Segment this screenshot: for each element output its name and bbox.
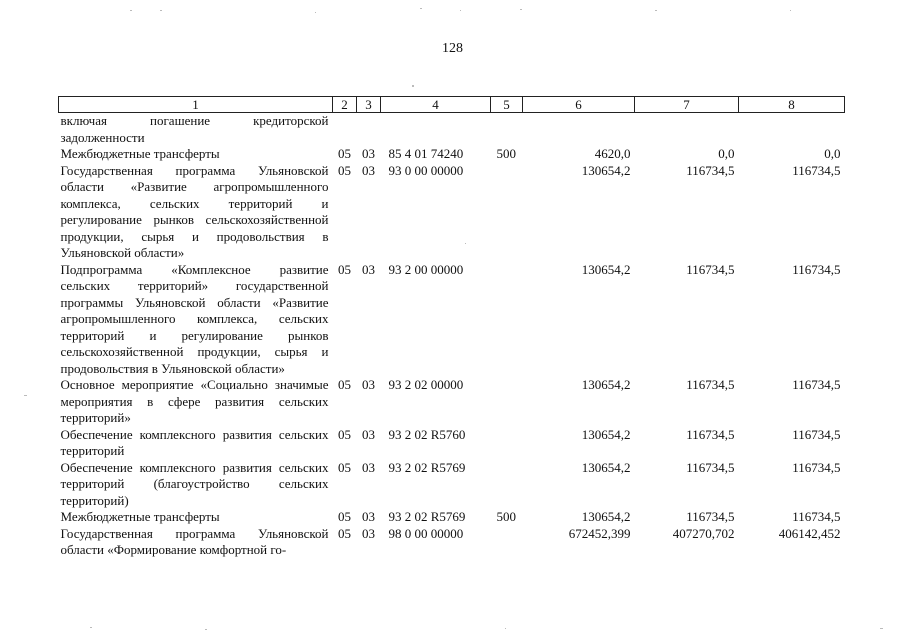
amount-col8-cell: 116734,5 xyxy=(792,509,841,524)
table-row xyxy=(59,509,845,526)
amount-col6-cell: 130654,2 xyxy=(581,162,631,178)
amount-col6-cell xyxy=(523,113,635,147)
expense-type-cell xyxy=(491,427,523,460)
subsection-cell: 03 xyxy=(362,525,375,541)
amount-col6-cell: 130654,2 xyxy=(581,459,631,475)
header-cell: 2 xyxy=(333,97,357,113)
item-name-cell: Межбюджетные трансферты xyxy=(60,509,220,524)
subsection-cell: 03 xyxy=(362,426,375,442)
section-cell: 05 xyxy=(338,162,351,178)
item-name-cell: Подпрограмма «Комплексное развитие сельских территорий» государственной программы Ульяновской области «Развитие агропромышленного комплекса, сельских территорий и регулирование рынков сельскохозяйственной продукции, сырья и продовольствия в Ульяновской области» xyxy=(60,261,329,376)
header-cell: 8 xyxy=(739,97,845,113)
header-cell: 4 xyxy=(381,97,491,113)
amount-col7-cell: 116734,5 xyxy=(686,509,735,524)
table-row xyxy=(59,460,845,510)
section-cell: 05 xyxy=(338,426,351,442)
subsection-cell xyxy=(357,113,381,147)
amount-col6-cell: 672452,399 xyxy=(568,525,631,541)
amount-col8-cell: 0,0 xyxy=(824,146,841,161)
expense-type-cell xyxy=(491,262,523,378)
amount-col6-cell: 130654,2 xyxy=(581,509,631,524)
table-row xyxy=(59,163,845,262)
amount-col7-cell xyxy=(635,113,739,147)
subsection-cell: 03 xyxy=(362,377,375,392)
amount-col6-cell: 130654,2 xyxy=(581,377,631,392)
section-cell: 05 xyxy=(338,146,351,161)
item-name-cell: Межбюджетные трансферты xyxy=(60,146,220,161)
amount-col7-cell: 116734,5 xyxy=(686,162,735,178)
section-cell: 05 xyxy=(338,377,351,392)
amount-col8-cell: 116734,5 xyxy=(792,459,841,475)
budget-table xyxy=(58,96,845,559)
expense-type-cell xyxy=(491,526,523,559)
section-cell: 05 xyxy=(338,509,351,524)
target-code-cell: 93 2 02 R5760 xyxy=(388,426,466,442)
table-row xyxy=(59,427,845,460)
target-code-cell: 93 2 02 00000 xyxy=(388,377,464,392)
section-cell xyxy=(333,113,357,147)
expense-type-cell xyxy=(491,113,523,147)
section-cell: 05 xyxy=(338,261,351,277)
table-row xyxy=(59,146,845,163)
amount-col8-cell: 116734,5 xyxy=(792,426,841,442)
amount-col7-cell: 116734,5 xyxy=(686,459,735,475)
item-name-cell: включая погашение кредиторской задолженности xyxy=(60,113,329,145)
amount-col6-cell: 4620,0 xyxy=(594,146,631,161)
amount-col7-cell: 116734,5 xyxy=(686,426,735,442)
amount-col8-cell: 406142,452 xyxy=(778,525,841,541)
header-cell: 6 xyxy=(523,97,635,113)
target-code-cell: 93 2 00 00000 xyxy=(388,261,464,277)
target-code-cell: 93 0 00 00000 xyxy=(388,162,464,178)
subsection-cell: 03 xyxy=(362,261,375,277)
amount-col8-cell xyxy=(739,113,845,147)
amount-col7-cell: 116734,5 xyxy=(686,377,735,392)
amount-col8-cell: 116734,5 xyxy=(792,162,841,178)
expense-type-cell: 500 xyxy=(496,509,516,524)
amount-col6-cell: 130654,2 xyxy=(581,261,631,277)
section-cell: 05 xyxy=(338,459,351,475)
amount-col7-cell: 116734,5 xyxy=(686,261,735,277)
target-code-cell: 98 0 00 00000 xyxy=(388,525,464,541)
amount-col8-cell: 116734,5 xyxy=(792,261,841,277)
item-name-cell: Государственная программа Ульяновской области «Развитие агропромышленного комплекса, сельских территорий и регулирование рынков сельскохозяйственной продукции, сырья и продовольствия в Ульяновской области» xyxy=(60,162,329,260)
header-cell: 3 xyxy=(357,97,381,113)
target-code-cell: 93 2 02 R5769 xyxy=(388,459,466,475)
amount-col6-cell: 130654,2 xyxy=(581,426,631,442)
target-code-cell: 85 4 01 74240 xyxy=(388,146,464,161)
table-row xyxy=(59,377,845,427)
section-cell: 05 xyxy=(338,525,351,541)
expense-type-cell xyxy=(491,377,523,427)
subsection-cell: 03 xyxy=(362,459,375,475)
expense-type-cell: 500 xyxy=(496,146,516,161)
target-code-cell xyxy=(381,113,491,147)
header-row xyxy=(59,97,845,113)
table-row xyxy=(59,113,845,147)
amount-col8-cell: 116734,5 xyxy=(792,377,841,392)
target-code-cell: 93 2 02 R5769 xyxy=(388,509,466,524)
subsection-cell: 03 xyxy=(362,146,375,161)
page-number: 128 xyxy=(442,41,463,56)
item-name-cell: Основное мероприятие «Социально значимые мероприятия в сфере развития сельских территорий» xyxy=(60,377,329,425)
header-cell: 7 xyxy=(635,97,739,113)
table-row xyxy=(59,526,845,559)
subsection-cell: 03 xyxy=(362,509,375,524)
amount-col7-cell: 0,0 xyxy=(718,146,735,161)
subsection-cell: 03 xyxy=(362,162,375,178)
header-cell: 5 xyxy=(491,97,523,113)
expense-type-cell xyxy=(491,460,523,510)
table-row xyxy=(59,262,845,378)
item-name-cell: Обеспечение комплексного развития сельских территорий xyxy=(60,426,329,458)
item-name-cell: Обеспечение комплексного развития сельских территорий (благоустройство сельских территорий) xyxy=(60,459,329,508)
amount-col7-cell: 407270,702 xyxy=(672,525,735,541)
header-cell: 1 xyxy=(59,97,333,113)
item-name-cell: Государственная программа Ульяновской области «Формирование комфортной го- xyxy=(60,525,329,557)
expense-type-cell xyxy=(491,163,523,262)
